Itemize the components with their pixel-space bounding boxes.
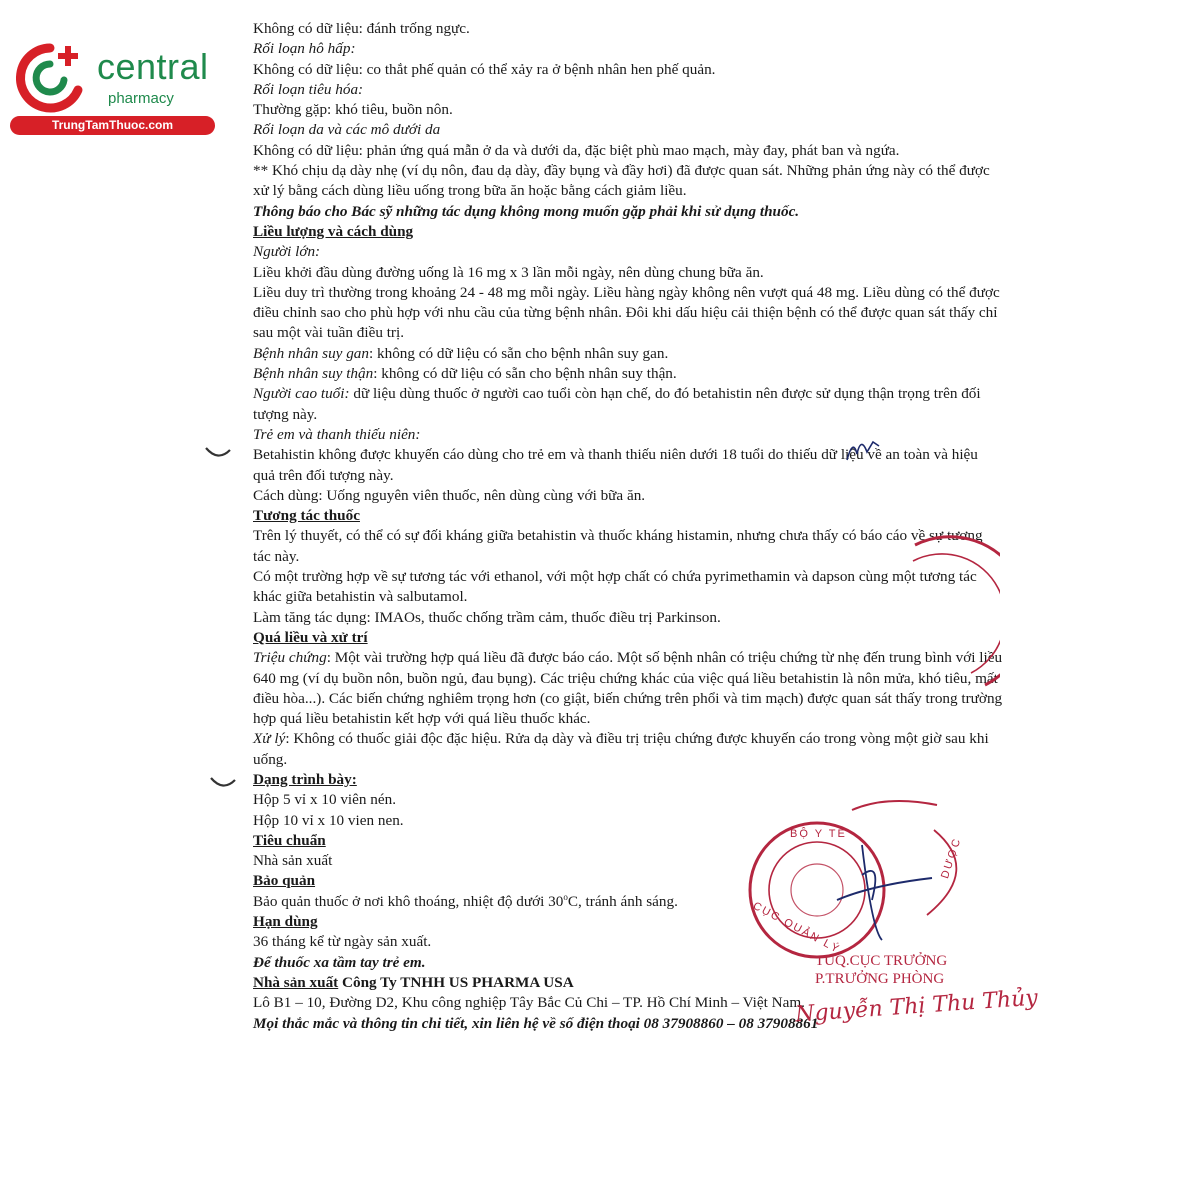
- text-line: Nhà sản xuất: [253, 852, 333, 870]
- section-subheading: Rối loạn da và các mô dưới da: [253, 121, 441, 139]
- heading-shelf-life: Hạn dùng: [253, 913, 318, 931]
- text-paragraph: ** Khó chịu dạ dày nhẹ (ví dụ nôn, đau dạ dày, đầy bụng và đầy hơi) đã được quan sát. Những phản ứng này có thể được xử lý bằng cách dùng liều uống trong bữa ăn hoặc bằng cách giảm liều.: [253, 162, 990, 200]
- doctor-notice: Thông báo cho Bác sỹ những tác dụng không mong muốn gặp phải khi sử dụng thuốc.: [253, 202, 800, 220]
- degree-sign: o: [563, 891, 568, 902]
- inline-text: C, tránh ánh sáng.: [567, 892, 678, 910]
- approval-line-2: P.TRƯỞNG PHÒNG: [815, 971, 945, 987]
- text-line: Hộp 10 vỉ x 10 vien nen.: [253, 811, 404, 829]
- company-seal-stamp: [905, 535, 1000, 695]
- text-line: Thường gặp: khó tiêu, buồn nôn.: [253, 101, 453, 119]
- text-paragraph: Betahistin không được khuyến cáo dùng cho trẻ em và thanh thiếu niên dưới 18 tuổi do thiếu dữ liệu về an toàn và hiệu quả trên đối tượng này.: [253, 446, 978, 484]
- inline-text: : Một vài trường hợp quá liều đã được báo cáo. Một số bệnh nhân có triệu chứng từ nhẹ đến trung bình với liều 640 mg (ví dụ buồn nôn, buồn ngủ, đau bụng). Các triệu chứng khác của việc quá liều betahistin là nôn mửa, khó tiêu, mất điều hòa...). Các biến chứng nghiêm trọng hơn (co giật, biến chứng trên phổi và tim mạch) được quan sát thấy trong trường hợp quá liều betahistin kết hợp với quá liều thuốc khác.: [253, 649, 1003, 728]
- text-paragraph: [253, 384, 1003, 425]
- heading-standard: Tiêu chuẩn: [253, 831, 326, 849]
- text-line: [253, 344, 1003, 364]
- inline-label: Xử lý: [253, 730, 286, 748]
- approval-line-1: TUQ.CỤC TRƯỞNG: [815, 953, 948, 969]
- text-line: Liều khởi đầu dùng đường uống là 16 mg x 3 lần mỗi ngày, nên dùng chung bữa ăn.: [253, 263, 764, 281]
- text-line: Không có dữ liệu: phản ứng quá mẫn ở da và dưới da, đặc biệt phù mao mạch, mày đay, phát ban và ngứa.: [253, 141, 900, 159]
- heading-manufacturer: Nhà sản xuất: [253, 973, 339, 991]
- inline-text: : không có dữ liệu có sẵn cho bệnh nhân suy thận.: [373, 365, 677, 383]
- inline-text: : không có dữ liệu có sẵn cho bệnh nhân suy gan.: [369, 344, 669, 362]
- section-subheading: Rối loạn hô hấp:: [253, 40, 356, 58]
- punch-mark-icon: [208, 770, 238, 794]
- inline-label: Bệnh nhân suy gan: [253, 344, 369, 362]
- text-line: [253, 364, 1003, 384]
- heading-overdose: Quá liều và xử trí: [253, 628, 368, 646]
- text-line: Hộp 5 vỉ x 10 viên nén.: [253, 791, 396, 809]
- heading-presentation: Dạng trình bày:: [253, 770, 357, 788]
- text-line: 36 tháng kể từ ngày sản xuất.: [253, 933, 432, 951]
- text-paragraph: [253, 729, 1003, 770]
- seal-top-text: BỘ Y TẾ: [790, 828, 847, 840]
- logo-url-banner: TrungTamThuoc.com: [10, 116, 215, 135]
- text-line: Không có dữ liệu: đánh trống ngực.: [253, 20, 470, 37]
- inline-text: dữ liệu dùng thuốc ở người cao tuổi còn hạn chế, do đó betahistin nên được sử dụng thận trọng trên đối tượng này.: [253, 385, 981, 423]
- inline-label: Triệu chứng: [253, 649, 327, 667]
- heading-storage: Bảo quản: [253, 872, 316, 890]
- text-line: Cách dùng: Uống nguyên viên thuốc, nên dùng cùng với bữa ăn.: [253, 486, 646, 504]
- punch-mark-icon: [203, 440, 233, 464]
- pharmacy-cross-icon: [10, 38, 90, 118]
- inline-text: Bảo quản thuốc ở nơi khô thoáng, nhiệt độ dưới 30: [253, 892, 564, 910]
- logo-subtitle: pharmacy: [108, 90, 174, 107]
- section-subheading: Trẻ em và thanh thiếu niên:: [253, 425, 421, 443]
- logo-name: central: [97, 46, 209, 87]
- heading-interactions: Tương tác thuốc: [253, 507, 360, 525]
- text-line: Làm tăng tác dụng: IMAOs, thuốc chống trầm cảm, thuốc điều trị Parkinson.: [253, 608, 721, 626]
- manufacturer-name: Công Ty TNHH US PHARMA USA: [338, 973, 574, 991]
- text-paragraph: [253, 648, 1003, 729]
- central-pharmacy-logo: [10, 38, 215, 138]
- text-paragraph: Trên lý thuyết, có thể có sự đối kháng giữa betahistin và thuốc kháng histamin, nhưng chưa thấy có báo cáo về sự tương tác này.: [253, 527, 983, 565]
- child-warning: Để thuốc xa tầm tay trẻ em.: [253, 953, 426, 971]
- text-line: Không có dữ liệu: co thắt phế quản có thể xảy ra ở bệnh nhân hen phế quản.: [253, 60, 716, 78]
- handwritten-initial-icon: [843, 430, 883, 470]
- contact-line: Mọi thắc mắc và thông tin chi tiết, xin liên hệ về số điện thoại 08 37908860 – 08 37908861: [253, 1014, 819, 1032]
- seal-right-text: DƯỢC: [939, 835, 964, 881]
- text-paragraph: Liều duy trì thường trong khoảng 24 - 48 mg mỗi ngày. Liều hàng ngày không nên vượt quá 48 mg. Liều dùng có thể được điều chỉnh sao cho phù hợp với nhu cầu của từng bệnh nhân. Đôi khi dấu hiệu cải thiện bệnh có thể được quan sát thấy chỉ sau một vài tuần điều trị.: [253, 283, 1000, 342]
- section-subheading: Người lớn:: [253, 243, 321, 261]
- signer-name: Nguyễn Thị Thu Thủy: [794, 985, 1039, 1028]
- address-line: Lô B1 – 10, Đường D2, Khu công nghiệp Tây Bắc Củ Chi – TP. Hồ Chí Minh – Việt Nam.: [253, 994, 805, 1012]
- section-subheading: Rối loạn tiêu hóa:: [253, 80, 364, 98]
- inline-label: Người cao tuổi:: [253, 385, 350, 403]
- seal-left-text: CỤC QUẢN LÝ: [750, 899, 843, 957]
- text-paragraph: Có một trường hợp về sự tương tác với ethanol, với một hợp chất có chứa pyrimethamin và dapson cùng một tương tác khác giữa betahistin và salbutamol.: [253, 568, 977, 606]
- inline-text: : Không có thuốc giải độc đặc hiệu. Rửa dạ dày và điều trị triệu chứng được khuyến cáo trong vòng một giờ sau khi uống.: [253, 730, 989, 768]
- inline-label: Bệnh nhân suy thận: [253, 365, 374, 383]
- heading-dosage: Liều lượng và cách dùng: [253, 222, 414, 240]
